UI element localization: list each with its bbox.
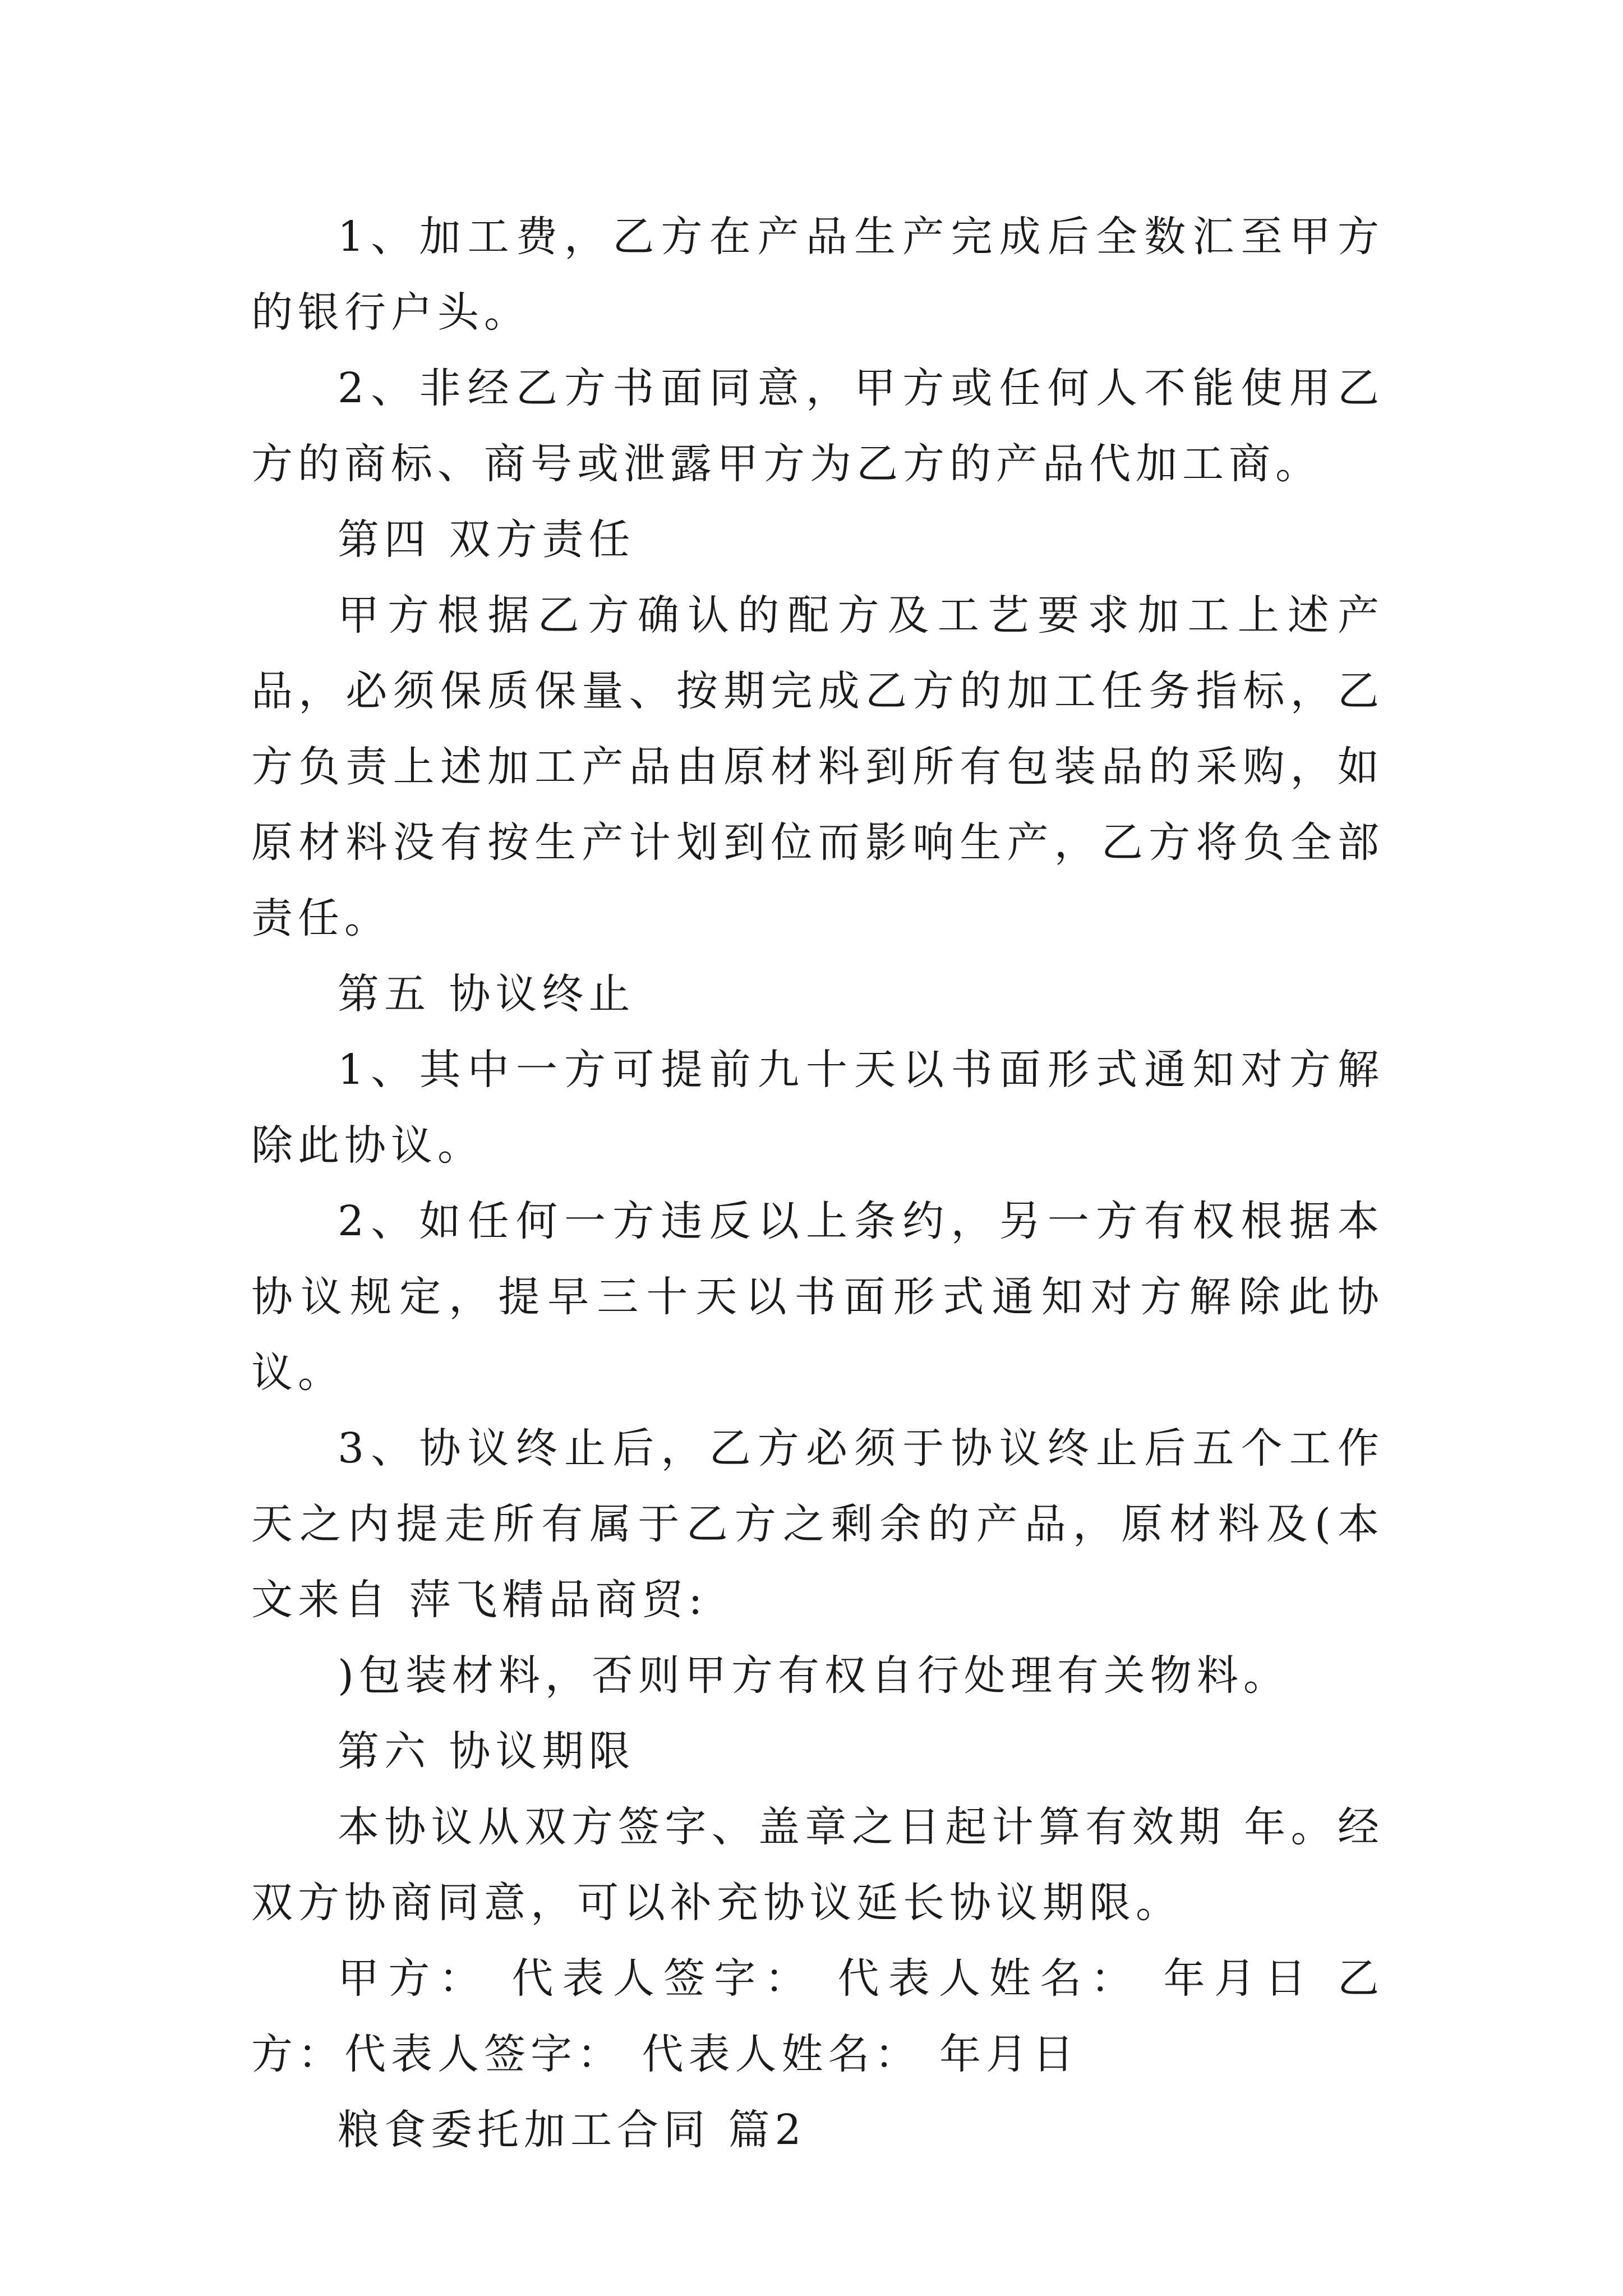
clause-paragraph: 甲方根据乙方确认的配方及工艺要求加工上述产品，必须保质保量、按期完成乙方的加工任务指标，乙方负责上述加工产品由原材料到所有包装品的采购，如原材料没有按生产计划到位而影响生产，乙方将负全部责任。 [251, 591, 1384, 942]
clause-paragraph: 2、非经乙方书面同意，甲方或任何人不能使用乙方的商标、商号或泄露甲方为乙方的产品代加工商。 [251, 364, 1384, 488]
clause-paragraph: 1、加工费，乙方在产品生产完成后全数汇至甲方的银行户头。 [251, 213, 1384, 337]
document-body [251, 199, 1384, 2168]
section-heading: 第四 双方责任 [338, 516, 635, 564]
clause-paragraph: 3、协议终止后，乙方必须于协议终止后五个工作天之内提走所有属于乙方之剩余的产品，原材料及(本文来自 萍飞精品商贸: [251, 1424, 1384, 1624]
next-section-title: 粮食委托加工合同 篇2 [338, 2106, 806, 2154]
signature-line: 甲方： 代表人签字： 代表人姓名： 年月日 乙方：代表人签字： 代表人姓名： 年月日 [251, 1954, 1384, 2078]
section-heading: 第六 协议期限 [338, 1727, 635, 1775]
section-heading: 第五 协议终止 [338, 970, 635, 1018]
clause-paragraph: 2、如任何一方违反以上条约，另一方有权根据本协议规定，提早三十天以书面形式通知对方解除此协议。 [251, 1197, 1384, 1397]
clause-paragraph: )包装材料，否则甲方有权自行处理有关物料。 [338, 1651, 1290, 1700]
clause-paragraph: 1、其中一方可提前九十天以书面形式通知对方解除此协议。 [251, 1046, 1384, 1170]
clause-paragraph: 本协议从双方签字、盖章之日起计算有效期 年。经双方协商同意，可以补充协议延长协议期限。 [251, 1803, 1384, 1927]
